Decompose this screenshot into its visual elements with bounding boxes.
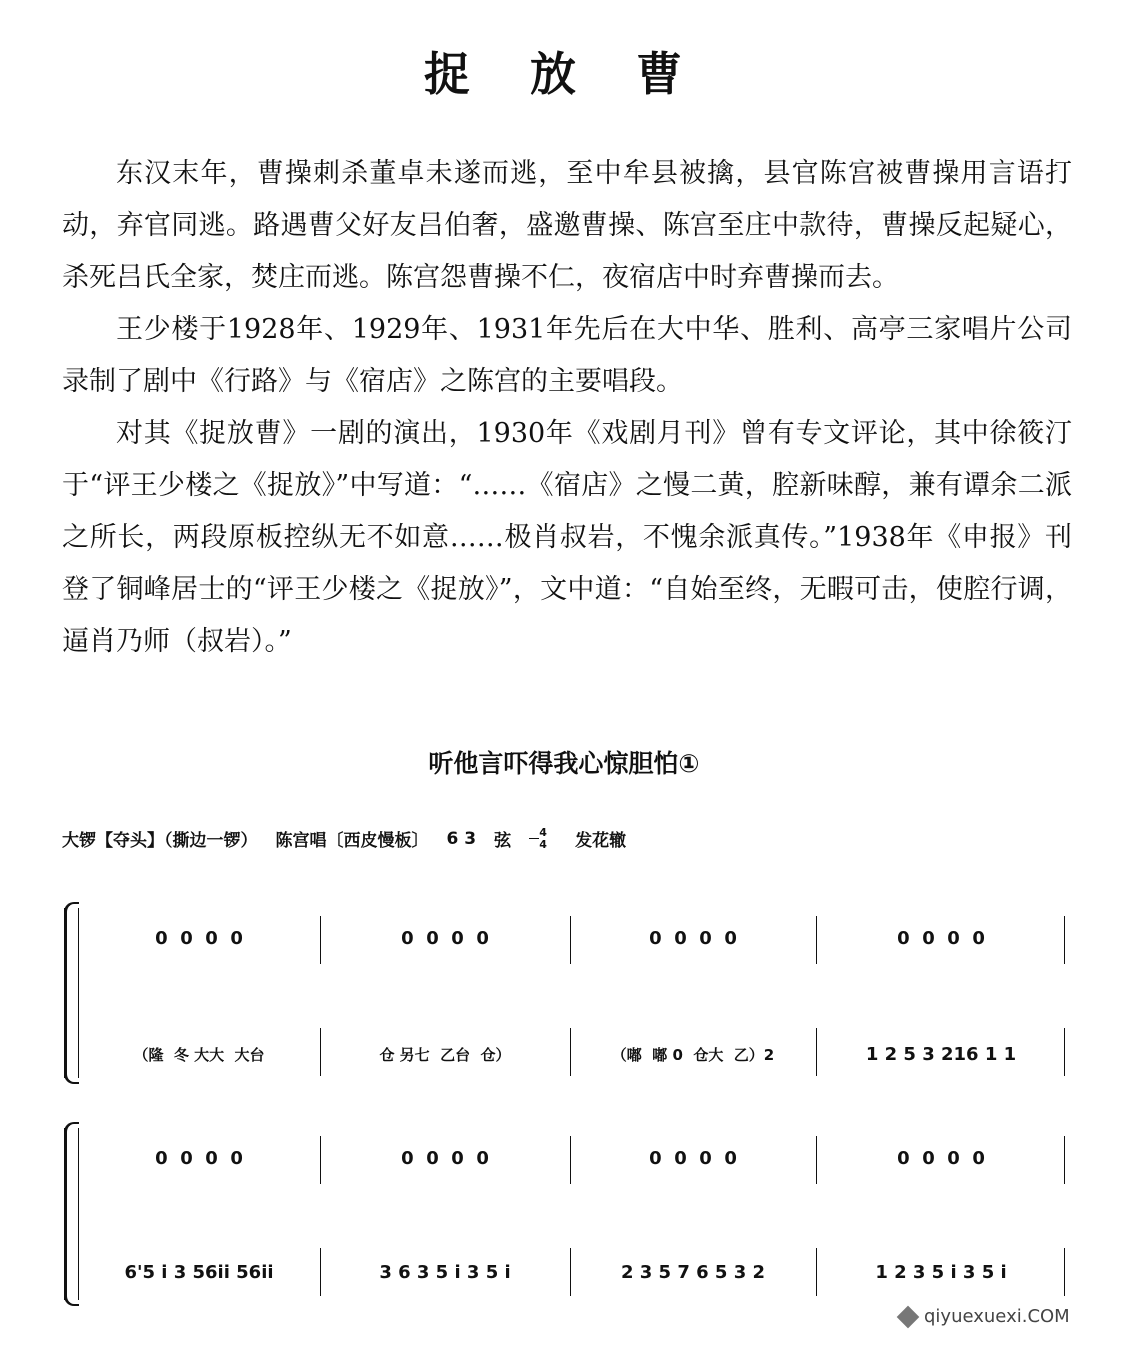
measure: 0 0 0 0 [649, 1147, 737, 1169]
measure: 0 0 0 0 [155, 1147, 243, 1169]
header-percussion: 大锣【夺头】（撕边一锣） [62, 831, 258, 851]
measure: 6'5 i 3 56ii 56ii [124, 1261, 274, 1283]
song-title: 听他言吓得我心惊胆怕① [428, 749, 700, 778]
intro-paragraph-3: 对其《捉放曹》一剧的演出，1930年《戏剧月刊》曾有专文评论，其中徐筱汀于“评王少楼之《捉放》”中写道：“……《宿店》之慢二黄，腔新味醇，兼有谭余二派之所长，两段原板控纵无不如意……极肖叔岩，不愧余派真传。”1938年《申报》刊登了铜峰居士的“评王少楼之《捉放》”，文中道：“自始至终，无暇可击，使腔行调，逼肖乃师（叔岩）。” [62, 418, 1072, 657]
measure: 3 6 3 5 i 3 5 i [379, 1261, 511, 1283]
intro-text [62, 148, 1072, 668]
intro-paragraph-2: 王少楼于1928年、1929年、1931年先后在大中华、胜利、高亭三家唱片公司录制了剧中《行路》与《宿店》之陈宫的主要唱段。 [62, 314, 1072, 397]
measure: 0 0 0 0 [897, 927, 985, 949]
score-system-1 [64, 908, 1074, 1078]
measure: 1 2 5 3 216 1 1 [865, 1043, 1017, 1065]
time-signature: 4 4 [529, 827, 557, 850]
measure: 0 0 0 0 [401, 1147, 489, 1169]
accompaniment-row [84, 918, 1074, 958]
header-string: 弦 [494, 831, 512, 851]
measure: 1 2 3 5 i 3 5 i [875, 1261, 1007, 1283]
measure: （嘟 嘟 0 仓大 乙）2 [611, 1045, 775, 1064]
melody-row [84, 1034, 1074, 1074]
measure: 0 0 0 0 [897, 1147, 985, 1169]
logo-icon [897, 1306, 920, 1329]
intro-paragraph-1: 东汉末年，曹操刺杀董卓未遂而逃，至中牟县被擒，县官陈宫被曹操用言语打动，弃官同逃。路遇曹父好友吕伯奢，盛邀曹操、陈宫至庄中款待，曹操反起疑心，杀死吕氏全家，焚庄而逃。陈宫怨曹操不仁，夜宿店中时弃曹操而去。 [62, 158, 1072, 293]
header-key: 6 3 [446, 828, 477, 849]
system-bracket [64, 1128, 77, 1300]
measure: 0 0 0 0 [649, 927, 737, 949]
measure: 仓 另七 乙台 仓） [379, 1045, 511, 1064]
measure: 2 3 5 7 6 5 3 2 [620, 1261, 766, 1283]
header-rhyme: 发花辙 [575, 831, 627, 851]
header-aria: 陈宫唱〔西皮慢板〕 [275, 831, 429, 851]
score-header [62, 826, 1072, 851]
measure: （隆 冬 大大 大台 [133, 1045, 265, 1064]
system-bracket [64, 908, 77, 1078]
score-system-2 [64, 1128, 1074, 1300]
measure: 0 0 0 0 [155, 927, 243, 949]
measure: 0 0 0 0 [401, 927, 489, 949]
accompaniment-row [84, 1138, 1074, 1178]
watermark: qiyuexuexi.COM [900, 1306, 1070, 1327]
melody-row [84, 1252, 1074, 1292]
page-title: 捉 放 曹 [423, 47, 705, 101]
